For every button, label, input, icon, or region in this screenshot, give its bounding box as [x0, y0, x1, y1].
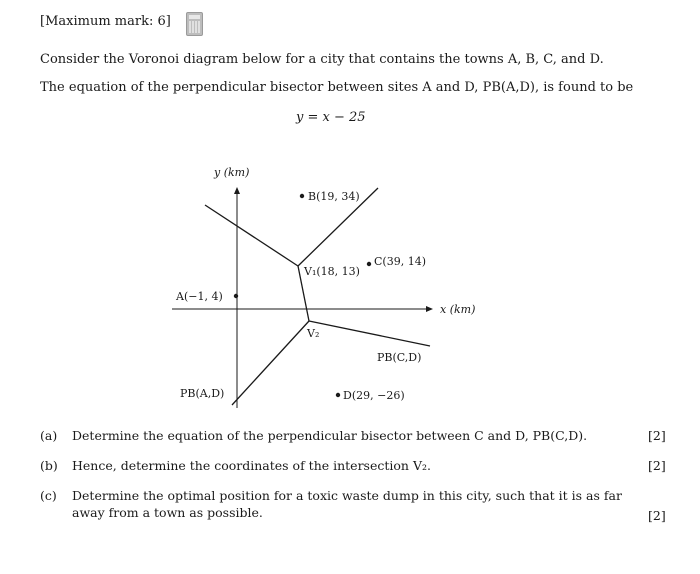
site-A-label: A(−1, 4) — [176, 290, 223, 303]
question-c-text-line-2: away from a town as possible. — [72, 505, 263, 520]
site-D-label: D(29, −26) — [343, 389, 405, 402]
site-C-label: C(39, 14) — [374, 255, 426, 268]
question-c-label: (c) — [40, 488, 57, 503]
vertex-V2-label: V₂ — [307, 327, 320, 340]
question-a-text: Determine the equation of the perpendicular bisector between C and D, PB(C,D). — [72, 428, 588, 443]
question-c-text-line-1: Determine the optimal position for a toxic waste dump in this city, such that it is as far — [72, 488, 622, 503]
vertex-V1-label: V₁(18, 13) — [304, 265, 360, 278]
intro-line-1: Consider the Voronoi diagram below for a city that contains the towns A, B, C, and D. — [40, 52, 604, 67]
edge-PB-CD — [309, 321, 430, 346]
site-B-point — [300, 194, 304, 198]
edge-PB-AD — [232, 321, 309, 405]
question-b-label: (b) — [40, 458, 58, 473]
x-axis-label: x (km) — [440, 303, 476, 316]
pb-ad-label: PB(A,D) — [180, 387, 225, 400]
site-B-label: B(19, 34) — [308, 190, 360, 203]
site-D-point — [336, 393, 340, 397]
bisector-equation: y = x − 25 — [296, 110, 366, 125]
site-C-point — [367, 262, 371, 266]
question-a-marks: [2] — [648, 428, 666, 443]
y-axis-label: y (km) — [214, 166, 250, 179]
edge-A-B — [205, 205, 298, 266]
question-a-label: (a) — [40, 428, 58, 443]
question-b-text: Hence, determine the coordinates of the intersection V₂. — [72, 458, 431, 473]
max-mark: [Maximum mark: 6] — [40, 14, 171, 29]
question-c-marks: [2] — [648, 508, 666, 523]
pb-cd-label: PB(C,D) — [377, 351, 422, 364]
question-b-marks: [2] — [648, 458, 666, 473]
intro-line-2: The equation of the perpendicular bisector between sites A and D, PB(A,D), is found to be — [40, 80, 634, 95]
site-A-point — [234, 294, 238, 298]
